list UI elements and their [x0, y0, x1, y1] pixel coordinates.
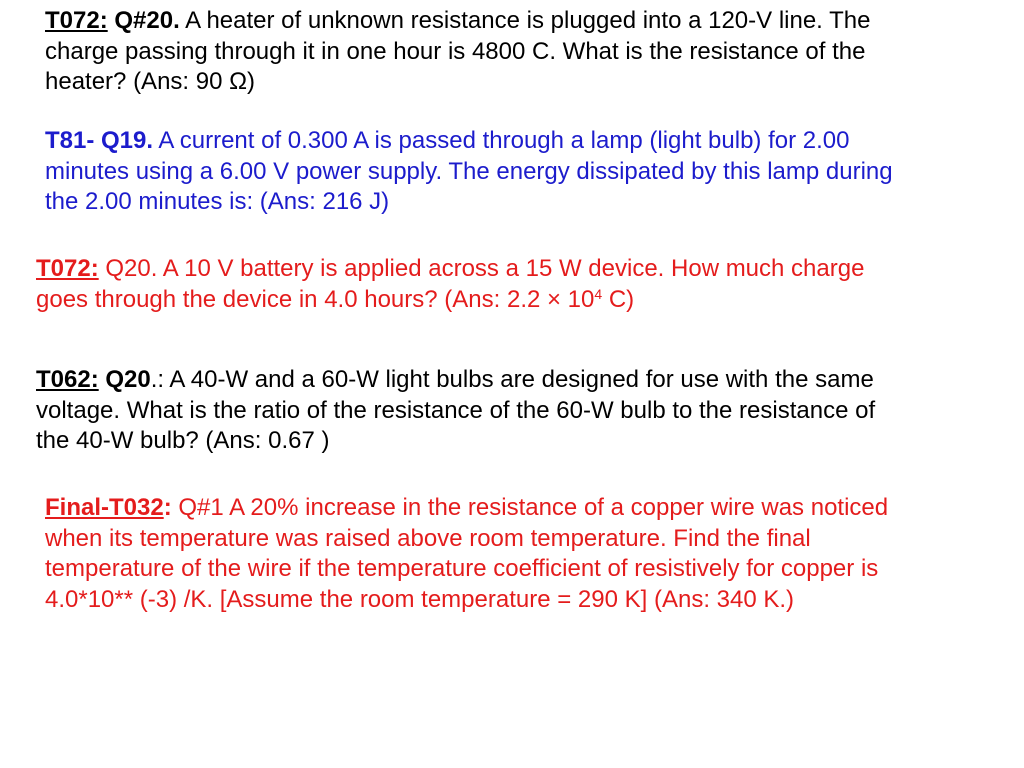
problem-text-line: when its temperature was raised above room temperature. Find the final: [45, 524, 811, 552]
problem-text-line: charge passing through it in one hour is 4800 C. What is the resistance of the: [45, 37, 866, 65]
problem-text-line: minutes using a 6.00 V power supply. The energy dissipated by this lamp during: [45, 157, 893, 185]
problem-text-line: the 2.00 minutes is: (Ans: 216 J): [45, 188, 390, 215]
problem-text-line: C): [602, 285, 635, 313]
problem-t81-q19-lamp: [45, 126, 1005, 218]
problem-number: Q#20.: [107, 7, 180, 34]
problem-tag: Final-T032: [45, 494, 164, 521]
problem-text-line: goes through the device in 4.0 hours? (Ans: 2.2 × 10: [36, 285, 595, 313]
problem-tag: T072:: [36, 255, 99, 282]
problem-text-line: A heater of unknown resistance is plugged into a 120-V line. The: [179, 7, 871, 34]
problem-tag: T81- Q19.: [45, 127, 154, 154]
problem-tag-colon: :: [163, 494, 172, 521]
problem-t062-q20-bulbs: [36, 365, 996, 457]
problem-tag: T072:: [45, 7, 108, 34]
problem-text-line: 4.0*10** (-3) /K. [Assume the room temperature = 290 K] (Ans: 340 K.): [45, 585, 795, 613]
exponent: 4: [594, 285, 603, 302]
problem-text-line: voltage. What is the ratio of the resistance of the 60-W bulb to the resistance of: [36, 396, 876, 424]
problem-final-t032-q1-copper-wire: [45, 493, 1005, 615]
problem-text-line: .: A 40-W and a 60-W light bulbs are designed for use with the same: [150, 366, 874, 393]
problem-t072-q20-heater: [45, 6, 1005, 98]
problem-text-line: heater? (Ans: 90 Ω): [45, 68, 256, 95]
problem-t072-q20-battery: [36, 254, 996, 315]
problem-text-line: the 40-W bulb? (Ans: 0.67 ): [36, 427, 330, 454]
problem-text-line: Q#1 A 20% increase in the resistance of a copper wire was noticed: [171, 494, 889, 521]
problem-text-line: temperature of the wire if the temperature coefficient of resistively for copper is: [45, 555, 879, 582]
problem-text-line: Q20. A 10 V battery is applied across a 15 W device. How much charge: [98, 255, 865, 282]
problem-number: Q20: [98, 366, 151, 393]
problem-tag: T062:: [36, 366, 99, 393]
problem-text-line: A current of 0.300 A is passed through a lamp (light bulb) for 2.00: [153, 127, 850, 154]
